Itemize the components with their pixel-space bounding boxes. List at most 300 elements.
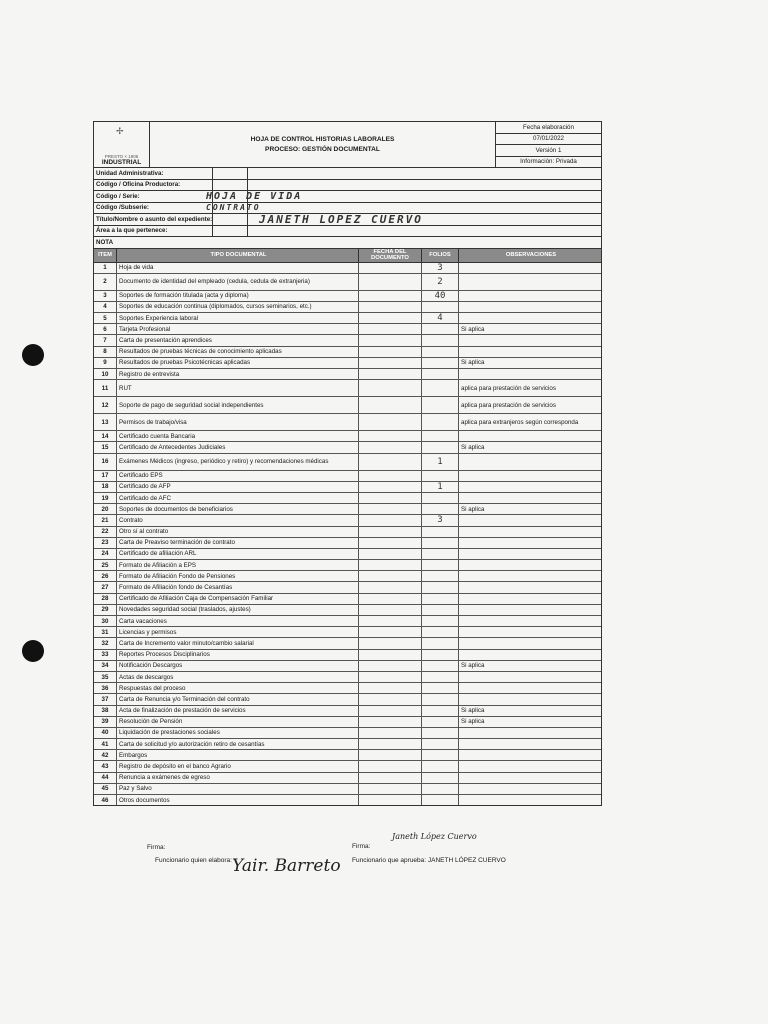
doc-cell: Contrato [117,515,359,525]
info-label: Código / Serie: [96,192,140,200]
table-row [94,706,601,717]
folios-cell [422,504,459,514]
folios-cell [422,560,459,570]
fecha-cell [359,380,422,396]
info-row [94,180,601,192]
doc-cell: Paz y Salvo [117,784,359,794]
obs-cell [459,263,601,273]
item-cell: 34 [94,661,117,671]
fecha-cell [359,313,422,323]
fecha-cell [359,717,422,727]
doc-cell: Registro de entrevista [117,369,359,379]
obs-cell [459,694,601,704]
fecha-cell [359,504,422,514]
folios-cell [422,335,459,345]
obs-cell: Si aplica [461,718,485,726]
doc-cell: Liquidación de prestaciones sociales [117,728,359,738]
obs-cell [459,616,601,626]
folios-cell [422,414,459,430]
table-row [94,594,601,605]
obs-cell [459,594,601,604]
doc-cell: Soportes de documentos de beneficiarios [117,504,359,514]
info-section [94,168,601,249]
doc-cell: Exámenes Médicos (ingreso, periódico y retiro) y recomendaciones médicas [117,454,359,470]
col-observaciones: OBSERVACIONES [505,252,557,258]
table-row [94,515,601,526]
obs-cell [459,274,601,290]
item-cell: 44 [94,773,117,783]
item-cell: 14 [94,431,117,441]
info-row [94,168,601,180]
folios-cell [422,739,459,749]
fecha-cell [359,471,422,481]
table-row [94,571,601,582]
elabora-label: Funcionario quien elabora: [155,857,232,864]
info-row [94,191,601,203]
doc-cell: Novedades seguridad social (traslados, ajustes) [117,605,359,615]
table-row [94,773,601,784]
item-cell: 24 [94,549,117,559]
item-cell: 46 [94,795,117,805]
item-cell: 39 [94,717,117,727]
col-folios: FOLIOS [422,249,459,262]
logo-text: INDUSTRIAL [101,159,142,166]
table-row [94,638,601,649]
obs-cell [459,313,601,323]
fecha-cell [359,263,422,273]
fecha-cell [359,728,422,738]
doc-cell: Soportes de educación continua (diplomados, cursos seminarios, etc.) [117,302,359,312]
folios-cell [422,358,459,368]
table-row [94,313,601,324]
col-tipo-documental: TIPO DOCUMENTAL [117,249,359,262]
info-divider [212,180,213,191]
doc-cell: Embargos [117,750,359,760]
obs-cell [459,638,601,648]
title-line-1: HOJA DE CONTROL HISTORIAS LABORALES [250,135,395,143]
fecha-cell [359,773,422,783]
fecha-cell [359,627,422,637]
item-cell: 17 [94,471,117,481]
obs-cell [459,672,601,682]
logo [94,122,150,167]
table-row [94,347,601,358]
folios-cell [422,493,459,503]
table-row [94,263,601,274]
obs-cell [459,773,601,783]
doc-cell: Formato de Afiliación a EPS [117,560,359,570]
item-cell: 13 [94,414,117,430]
obs-cell [459,784,601,794]
doc-cell: Tarjeta Profesional [117,324,359,334]
obs-cell [459,728,601,738]
doc-cell: Licencias y permisos [117,627,359,637]
item-cell: 7 [94,335,117,345]
doc-cell: Otro sí al contrato [117,527,359,537]
table-row [94,397,601,414]
form-header [94,122,601,168]
doc-cell: RUT [117,380,359,396]
fecha-cell [359,493,422,503]
doc-cell: Formato de Afiliación fondo de Cesantías [117,582,359,592]
folios-cell: 40 [422,291,459,301]
item-cell: 30 [94,616,117,626]
folios-cell [422,750,459,760]
item-cell: 41 [94,739,117,749]
item-cell: 22 [94,527,117,537]
table-row [94,471,601,482]
logo-mark-icon: ✢ [116,126,124,136]
obs-cell [459,605,601,615]
info-divider [247,214,248,225]
fecha-cell [359,582,422,592]
table-row [94,454,601,471]
obs-cell: Si aplica [461,707,485,715]
item-cell: 15 [94,442,117,452]
table-row [94,527,601,538]
fecha-cell [359,324,422,334]
folios-cell [422,683,459,693]
doc-cell: Carta de Preaviso terminación de contrato [117,538,359,548]
doc-cell: Otros documentos [117,795,359,805]
fecha-cell [359,482,422,492]
fecha-cell [359,739,422,749]
doc-cell: Documento de identidad del empleado (cedula, cedula de extranjeria) [117,274,359,290]
obs-cell: aplica para extranjeros según corresponda [461,418,579,426]
item-cell: 31 [94,627,117,637]
item-cell: 19 [94,493,117,503]
folios-cell [422,594,459,604]
meta-date: 07/01/2022 [496,134,601,146]
info-label: Área a la que pertenece: [96,227,168,235]
table-row [94,414,601,431]
item-cell: 5 [94,313,117,323]
doc-cell: Carta de solicitud y/o autorización retiro de cesantías [117,739,359,749]
obs-cell [459,347,601,357]
item-cell: 11 [94,380,117,396]
obs-cell [459,627,601,637]
folios-cell [422,431,459,441]
meta-version: Versión 1 [496,145,601,157]
fecha-cell [359,650,422,660]
doc-cell: Permisos de trabajo/visa [117,414,359,430]
item-cell: 10 [94,369,117,379]
fecha-cell [359,454,422,470]
doc-cell: Registro de depósito en el banco Agrario [117,761,359,771]
fecha-cell [359,784,422,794]
item-cell: 45 [94,784,117,794]
item-cell: 43 [94,761,117,771]
table-row [94,335,601,346]
table-row [94,493,601,504]
table-row [94,650,601,661]
folios-cell [422,706,459,716]
firma-label-left: Firma: [147,844,166,851]
info-handwritten-value: CONTRATO [206,203,261,213]
item-cell: 21 [94,515,117,525]
fecha-cell [359,750,422,760]
doc-cell: Soportes de formación titulada (acta y diploma) [117,291,359,301]
folios-cell: 3 [422,515,459,525]
doc-cell: Actas de descargos [117,672,359,682]
doc-cell: Renuncia a exámenes de egreso [117,773,359,783]
item-cell: 35 [94,672,117,682]
obs-cell [459,482,601,492]
fecha-cell [359,397,422,413]
table-row [94,750,601,761]
fecha-cell [359,527,422,537]
item-cell: 33 [94,650,117,660]
doc-cell: Hoja de vida [117,263,359,273]
info-label: Código /Subserie: [96,204,149,212]
fecha-cell [359,560,422,570]
doc-cell: Soportes Experiencia laboral [117,313,359,323]
form-title [150,122,496,167]
folios-cell [422,324,459,334]
fecha-cell [359,605,422,615]
obs-cell: Si aplica [461,359,485,367]
title-line-2: PROCESO: GESTIÓN DOCUMENTAL [265,145,380,153]
obs-cell: Si aplica [461,443,485,451]
folios-cell [422,605,459,615]
fecha-cell [359,795,422,805]
item-cell: 42 [94,750,117,760]
obs-cell [459,571,601,581]
obs-cell [459,795,601,805]
folios-cell [422,638,459,648]
info-divider [247,226,248,237]
info-divider [212,168,213,179]
fecha-cell [359,538,422,548]
item-cell: 1 [94,263,117,273]
doc-cell: Notificación Descargos [117,661,359,671]
item-cell: 16 [94,454,117,470]
doc-cell: Carta vacaciones [117,616,359,626]
item-cell: 36 [94,683,117,693]
signature-right: Janeth López Cuervo [392,832,477,841]
obs-cell: Si aplica [461,662,485,670]
folios-cell [422,302,459,312]
table-row [94,358,601,369]
folios-cell [422,369,459,379]
fecha-cell [359,594,422,604]
table-row [94,431,601,442]
table-row [94,324,601,335]
fecha-cell [359,638,422,648]
folios-cell [422,661,459,671]
table-row [94,605,601,616]
info-divider [212,214,213,225]
folios-cell: 2 [422,274,459,290]
info-label: Código / Oficina Productora: [96,181,181,189]
folios-cell [422,527,459,537]
table-row [94,795,601,805]
folios-cell [422,442,459,452]
table-row [94,504,601,515]
info-label: Título/Nombre o asunto del expediente: [96,215,213,223]
signature-left: Yair. Barreto [232,856,341,876]
obs-cell [459,527,601,537]
doc-cell: Certificado EPS [117,471,359,481]
info-handwritten-value: JANETH LOPEZ CUERVO [259,212,423,226]
obs-cell: Si aplica [461,325,485,333]
info-divider [247,168,248,179]
meta-info: Información: Privada [520,158,577,166]
fecha-cell [359,358,422,368]
obs-cell [459,431,601,441]
obs-cell [459,549,601,559]
obs-cell [459,650,601,660]
fecha-cell [359,549,422,559]
punch-hole [22,344,44,366]
fecha-cell [359,761,422,771]
table-row [94,291,601,302]
item-cell: 12 [94,397,117,413]
doc-cell: Carta de Renuncia y/o Terminación del contrato [117,694,359,704]
doc-cell: Formato de Afiliación Fondo de Pensiones [117,571,359,581]
fecha-cell [359,706,422,716]
obs-cell [459,515,601,525]
form-meta [496,122,601,167]
obs-cell [459,582,601,592]
obs-cell [459,493,601,503]
doc-cell: Certificado de AFP [117,482,359,492]
table-row [94,369,601,380]
folios-cell [422,784,459,794]
obs-cell [459,750,601,760]
obs-cell [459,683,601,693]
fecha-cell [359,442,422,452]
item-cell: 20 [94,504,117,514]
doc-cell: Acta de finalización de prestación de servicios [117,706,359,716]
doc-cell: Resultados de pruebas técnicas de conocimiento aplicadas [117,347,359,357]
control-form [93,121,602,806]
folios-cell [422,795,459,805]
obs-cell [459,538,601,548]
item-cell: 18 [94,482,117,492]
doc-cell: Certificado cuenta Bancaria [117,431,359,441]
punch-hole [22,640,44,662]
info-divider [247,180,248,191]
obs-cell: Si aplica [461,505,485,513]
obs-cell: aplica para prestación de servicios [461,401,556,409]
info-divider [212,226,213,237]
folios-cell [422,650,459,660]
table-row [94,302,601,313]
table-row [94,694,601,705]
firma-label-right: Firma: [352,843,371,850]
folios-cell [422,717,459,727]
table-row [94,661,601,672]
info-row [94,226,601,238]
doc-cell: Resultados de pruebas Psicotécnicas aplicadas [117,358,359,368]
table-row [94,582,601,593]
folios-cell [422,761,459,771]
folios-cell: 3 [422,263,459,273]
info-label: Unidad Administrativa: [96,169,164,177]
obs-cell [459,291,601,301]
folios-cell [422,616,459,626]
folios-cell [422,672,459,682]
folios-cell: 1 [422,454,459,470]
table-row [94,380,601,397]
folios-cell [422,773,459,783]
aprueba-label: Funcionario que aprueba: JANETH LÓPEZ CUERVO [352,857,506,864]
fecha-cell [359,347,422,357]
obs-cell [459,560,601,570]
doc-cell: Soporte de pago de seguridad social independientes [117,397,359,413]
doc-cell: Respuestas del proceso [117,683,359,693]
folios-cell [422,549,459,559]
logo-small-text: PRESTO × 1906 [104,154,139,159]
doc-cell: Resolución de Pensión [117,717,359,727]
fecha-cell [359,431,422,441]
fecha-cell [359,274,422,290]
table-row [94,627,601,638]
folios-cell [422,571,459,581]
info-row [94,237,601,249]
item-cell: 28 [94,594,117,604]
folios-cell [422,728,459,738]
table-row [94,560,601,571]
item-cell: 38 [94,706,117,716]
table-row [94,274,601,291]
fecha-cell [359,414,422,430]
item-cell: 37 [94,694,117,704]
item-cell: 25 [94,560,117,570]
fecha-cell [359,683,422,693]
table-row [94,739,601,750]
doc-cell: Carta de presentación aprendices [117,335,359,345]
fecha-cell [359,672,422,682]
meta-date-label: Fecha elaboración [496,122,601,134]
item-cell: 4 [94,302,117,312]
doc-cell: Certificado de afiliación ARL [117,549,359,559]
doc-cell: Reportes Procesos Disciplinarios [117,650,359,660]
info-handwritten-value: HOJA DE VIDA [206,190,303,202]
fecha-cell [359,571,422,581]
table-row [94,442,601,453]
item-cell: 3 [94,291,117,301]
folios-cell [422,627,459,637]
table-row [94,538,601,549]
col-fecha: FECHA DEL DOCUMENTO [359,249,422,262]
folios-cell [422,397,459,413]
doc-cell: Certificado de AFC [117,493,359,503]
item-cell: 6 [94,324,117,334]
folios-cell: 4 [422,313,459,323]
item-cell: 40 [94,728,117,738]
fecha-cell [359,302,422,312]
table-row [94,728,601,739]
table-row [94,672,601,683]
table-row [94,784,601,795]
item-cell: 2 [94,274,117,290]
fecha-cell [359,369,422,379]
folios-cell [422,582,459,592]
info-row [94,214,601,226]
item-cell: 26 [94,571,117,581]
table-row [94,683,601,694]
table-row [94,482,601,493]
table-body [94,263,601,806]
doc-cell: Certificado de Afiliación Caja de Compensación Familiar [117,594,359,604]
obs-cell [459,454,601,470]
folios-cell [422,471,459,481]
table-header [94,249,601,263]
obs-cell: aplica para prestación de servicios [461,384,556,392]
folios-cell: 1 [422,482,459,492]
